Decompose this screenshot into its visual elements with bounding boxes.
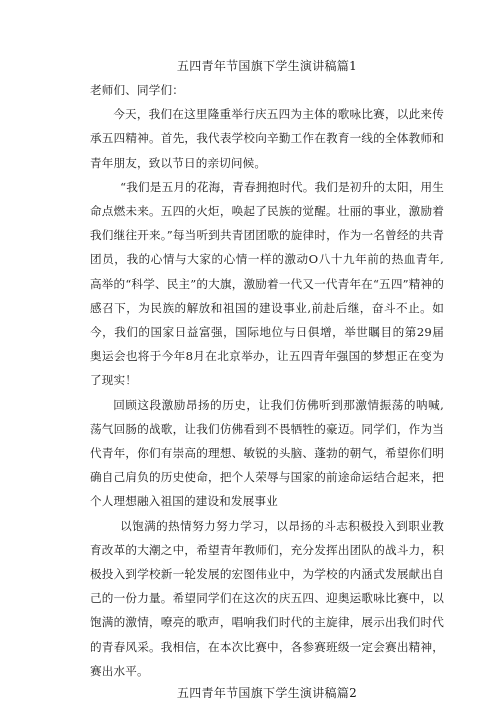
paragraph-1: 今天，我们在这里隆重举行庆五四为主体的歌咏比赛，以此来传承五四精神。首先，我代表学校向辛勤工作在教育一线的全体教师和青年朋友，致以节日的亲切问候。: [90, 107, 444, 170]
section-title-2: 五四青年节国旗下学生演讲稿篇2: [176, 686, 358, 701]
paragraph-4: 以饱满的热情努力努力学习，以昂扬的斗志积极投入到职业教育改革的大潮之中，希望青年教师们，充分发挥出团队的战斗力，积极投入到学校新一轮发展的宏图伟业中，为学校的内涵式发展献出自己的一份力量。希望同学们在这次的庆五四、迎奥运歌咏比赛中，以饱满的激情，嘹亮的歌声，唱响我们时代的主旋律，展示出我们时代的青春风采。我相信，在本次比赛中，各参赛班级一定会赛出精神，赛出水平。: [90, 518, 444, 678]
greeting: 老师们、同学们：: [90, 83, 184, 97]
document-title: 五四青年节国旗下学生演讲稿篇1: [176, 59, 358, 73]
paragraph-3: 回顾这段激励昂扬的历史，让我们仿佛听到那激情振荡的呐喊,荡气回肠的战歌，让我们仿佛看到不畏牺牲的豪迈。同学们，作为当代青年，你们有崇高的理想、敏锐的头脑、蓬勃的朝气，希望你们明确自己肩负的历史使命，把个人荣辱与国家的前途命运结合起来，把个人理想融入祖国的建设和发展事业: [90, 397, 444, 509]
paragraph-2: “我们是五月的花海，青春拥抱时代。我们是初升的太阳，用生命点燃未来。五四的火炬，唤起了民族的觉醒。壮丽的事业，激励着我们继往开来。”每当听到共青团团歌的旋律时，作为一名曾经的共青团员，我的心情与大家的心情一样的激动O八十九年前的热血青年,高举的“科学、民主”的大旗，激励着一代又一代青年在“五四”精神的感召下，为民族的解放和祖国的建设事业,前赴后继，奋斗不止。如今，我们的国家日益富强，国际地位与日俱增，举世瞩目的第29届奥运会也将于今年8月在北京举办，让五四青年强国的梦想正在变为了现实！: [90, 179, 444, 388]
